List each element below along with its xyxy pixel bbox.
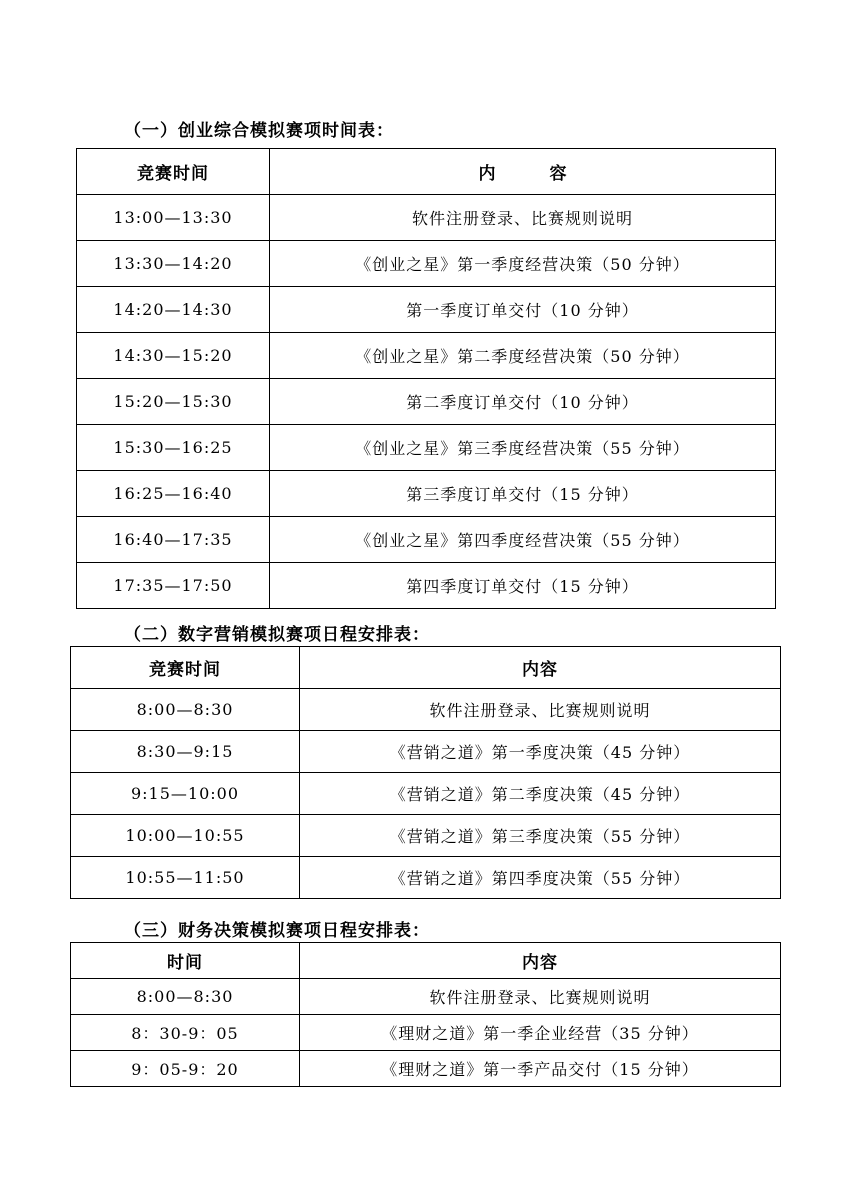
table-row [71, 689, 781, 731]
time-cell: 14:20—14:30 [77, 287, 270, 333]
time-cell: 8:00—8:30 [71, 689, 300, 731]
section1-schedule-table [76, 148, 776, 609]
time-cell: 8:00—8:30 [71, 979, 300, 1015]
table-row [71, 857, 781, 899]
table-row [77, 379, 776, 425]
header-time: 竞赛时间 [71, 647, 300, 689]
table-header-row [71, 943, 781, 979]
time-cell: 17:35—17:50 [77, 563, 270, 609]
header-content: 内 容 [270, 149, 776, 195]
header-time: 时间 [71, 943, 300, 979]
table-row [71, 979, 781, 1015]
content-cell: 软件注册登录、比赛规则说明 [270, 195, 776, 241]
header-content: 内容 [300, 647, 781, 689]
time-cell: 15:30—16:25 [77, 425, 270, 471]
section2-title: （二）数字营销模拟赛项日程安排表： [124, 625, 430, 645]
time-cell: 10:55—11:50 [71, 857, 300, 899]
table-row [71, 773, 781, 815]
section1-title: （一）创业综合模拟赛项时间表： [124, 121, 394, 141]
content-cell: 《理财之道》第一季产品交付（15 分钟） [300, 1051, 781, 1087]
content-cell: 第三季度订单交付（15 分钟） [270, 471, 776, 517]
time-cell: 14:30—15:20 [77, 333, 270, 379]
content-cell: 《营销之道》第四季度决策（55 分钟） [300, 857, 781, 899]
time-cell: 8:30—9:15 [71, 731, 300, 773]
table-row [77, 333, 776, 379]
time-cell: 16:25—16:40 [77, 471, 270, 517]
table-row [77, 563, 776, 609]
content-cell: 《理财之道》第一季企业经营（35 分钟） [300, 1015, 781, 1051]
time-cell: 13:00—13:30 [77, 195, 270, 241]
time-cell: 8：30-9：05 [71, 1015, 300, 1051]
time-cell: 15:20—15:30 [77, 379, 270, 425]
table-row [77, 241, 776, 287]
time-cell: 9:15—10:00 [71, 773, 300, 815]
content-cell: 第一季度订单交付（10 分钟） [270, 287, 776, 333]
table-header-row [71, 647, 781, 689]
content-cell: 《创业之星》第四季度经营决策（55 分钟） [270, 517, 776, 563]
section2-schedule-table [70, 646, 781, 899]
table-row [71, 731, 781, 773]
content-cell: 《创业之星》第二季度经营决策（50 分钟） [270, 333, 776, 379]
time-cell: 16:40—17:35 [77, 517, 270, 563]
content-cell: 软件注册登录、比赛规则说明 [300, 979, 781, 1015]
time-cell: 10:00—10:55 [71, 815, 300, 857]
content-cell: 《创业之星》第一季度经营决策（50 分钟） [270, 241, 776, 287]
table-row [71, 815, 781, 857]
table-row [77, 195, 776, 241]
content-cell: 第四季度订单交付（15 分钟） [270, 563, 776, 609]
table-row [71, 1015, 781, 1051]
content-cell: 《营销之道》第二季度决策（45 分钟） [300, 773, 781, 815]
table-row [71, 1051, 781, 1087]
table-row [77, 287, 776, 333]
content-cell: 《营销之道》第三季度决策（55 分钟） [300, 815, 781, 857]
time-cell: 9：05-9：20 [71, 1051, 300, 1087]
content-cell: 软件注册登录、比赛规则说明 [300, 689, 781, 731]
table-row [77, 425, 776, 471]
content-cell: 《营销之道》第一季度决策（45 分钟） [300, 731, 781, 773]
table-row [77, 517, 776, 563]
content-cell: 《创业之星》第三季度经营决策（55 分钟） [270, 425, 776, 471]
content-cell: 第二季度订单交付（10 分钟） [270, 379, 776, 425]
table-row [77, 471, 776, 517]
section3-title: （三）财务决策模拟赛项日程安排表： [124, 921, 430, 941]
table-header-row [77, 149, 776, 195]
header-time: 竞赛时间 [77, 149, 270, 195]
section3-schedule-table [70, 942, 781, 1087]
header-content: 内容 [300, 943, 781, 979]
time-cell: 13:30—14:20 [77, 241, 270, 287]
